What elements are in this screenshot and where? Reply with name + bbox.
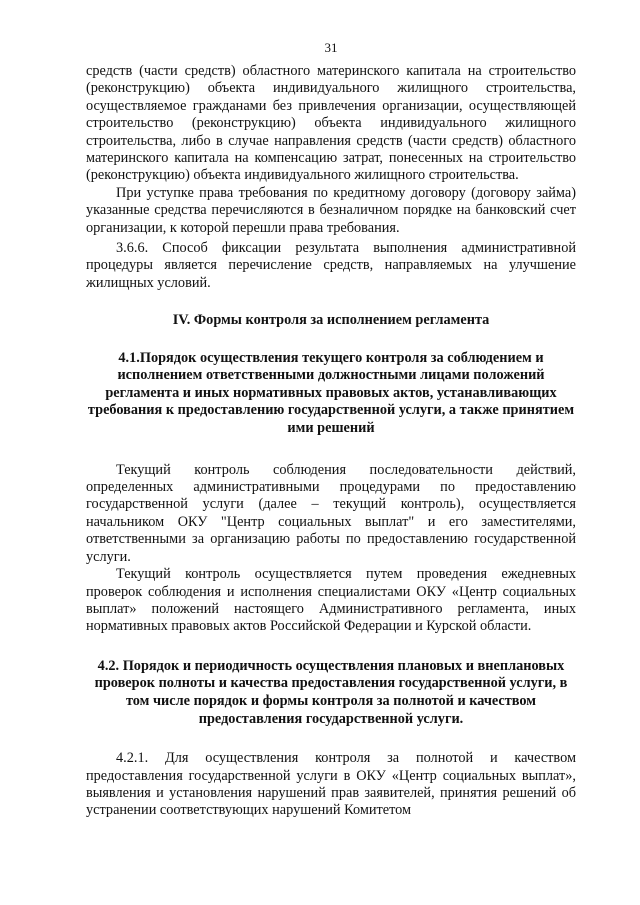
section-4-2-heading: 4.2. Порядок и периодичность осуществления плановых и внеплановых проверок полноты и качества предоставления государственной услуги, в том числе порядок и формы контроля за полнотой и качеством предоставления государственной услуги. bbox=[94, 657, 568, 727]
page-number: 31 bbox=[324, 40, 338, 55]
chapter-heading: IV. Формы контроля за исполнением регламента bbox=[172, 312, 490, 329]
paragraph-current-control: Текущий контроль соблюдения последовательности действий, определенных административными процедурами по предоставлению государственной услуги (далее – текущий контроль), осуществляется начальником ОКУ "Центр социальных выплат" и его заместителями, ответственными за организацию работы по предоставлению государственной услуги. bbox=[86, 461, 576, 565]
paragraph-maternity-capital: средств (части средств) областного материнского капитала на строительство (реконструкцию) объекта индивидуального жилищного строительства, осуществляемое гражданами без привлечения организации, осуществляющей строительство (реконструкцию) объекта индивидуального жилищного строительства, либо в случае направления средств (части средств) областного материнского капитала на компенсацию затрат, понесенных на строительство (реконструкцию) объекта индивидуального жилищного строительства. bbox=[86, 63, 576, 184]
document-body bbox=[86, 63, 576, 820]
paragraph-claim-assignment: При уступке права требования по кредитному договору (договору займа) указанные средства перечисляются в безналичном порядке на банковский счет организации, к которой перешли права требования. bbox=[86, 184, 576, 236]
paragraph-daily-checks: Текущий контроль осуществляется путем проведения ежедневных проверок соблюдения и исполнения специалистами ОКУ «Центр социальных выплат» положений настоящего Административного регламента, иных нормативных правовых актов Российской Федерации и Курской области. bbox=[86, 566, 576, 635]
paragraph-4-2-1: 4.2.1. Для осуществления контроля за полнотой и качеством предоставления государственной услуги в ОКУ «Центр социальных выплат», выявления и установления нарушений прав заявителей, принятия решений об устранении соответствующих нарушений Комитетом bbox=[86, 750, 576, 819]
paragraph-3-6-6: 3.6.6. Способ фиксации результата выполнения административной процедуры является перечисление средств, направляемых на улучшение жилищных условий. bbox=[86, 240, 576, 291]
section-4-1-heading: 4.1.Порядок осуществления текущего контроля за соблюдением и исполнением ответственными должностными лицами положений регламента и иных нормативных правовых актов, устанавливающих требования к предоставлению государственной услуги, а также принятием ими решений bbox=[87, 349, 575, 437]
